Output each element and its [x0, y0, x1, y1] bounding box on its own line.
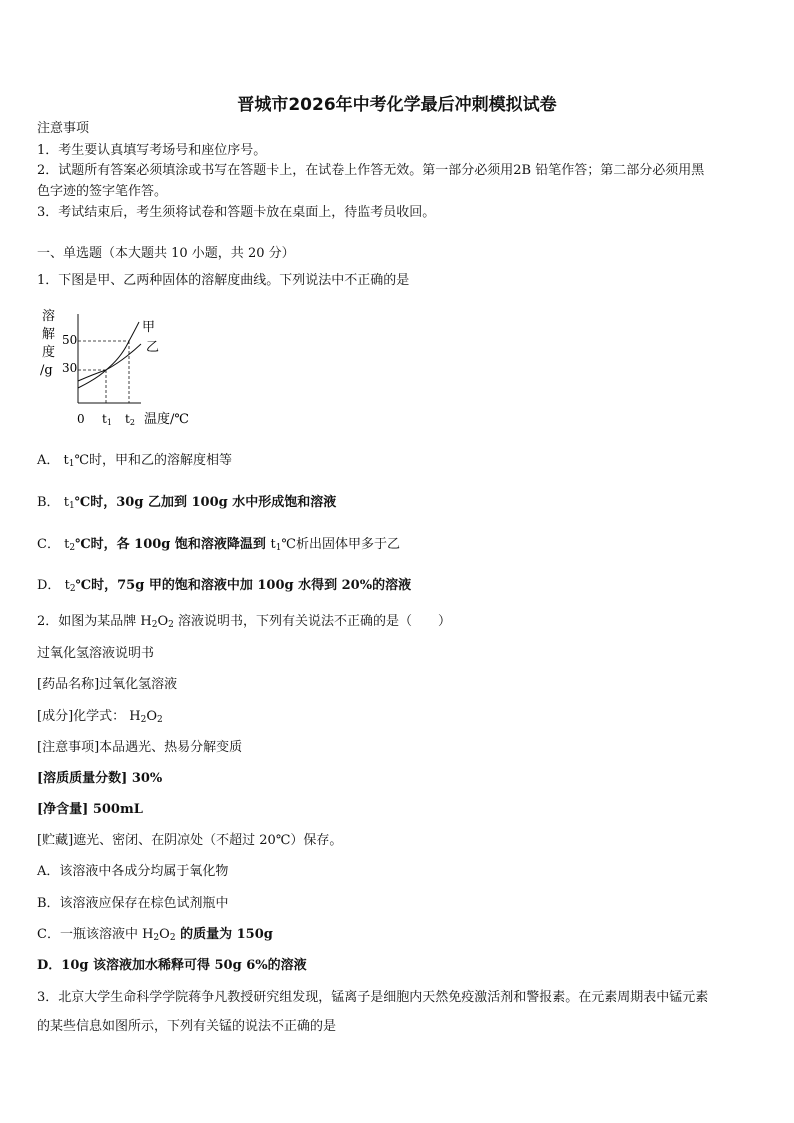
q2-label-line-4: [溶质质量分数] 30%	[37, 771, 163, 786]
curve-yi	[78, 344, 141, 381]
q1-option-a: A． $t_1℃$时，甲和乙的溶解度相等	[37, 453, 233, 469]
q2-option-c: C．一瓶该溶液中 $H_2O_2$ 的质量为 150g	[37, 927, 273, 943]
q2-label-line-1: [药品名称]过氧化氢溶液	[37, 677, 178, 692]
q3-stem-line2: 的某些信息如图所示，下列有关锰的说法不正确的是	[37, 1019, 337, 1034]
y-label-char-3: 度	[42, 345, 56, 360]
y-tick-50: 50	[62, 333, 78, 347]
y-tick-30: 30	[62, 361, 78, 375]
q2-option-b: B．该溶液应保存在棕色试剂瓶中	[37, 896, 229, 911]
notice-item-1: 1．考生要认真填写考场号和座位序号。	[37, 143, 267, 158]
curve-jia	[78, 322, 139, 388]
y-label-char-1: 溶	[42, 309, 56, 324]
q2-label-line-2: [成分]化学式： $H_2O_2$	[37, 709, 163, 725]
series-label-yi: 乙	[146, 340, 160, 355]
q2-stem: 2．如图为某品牌 $H_2O_2$ 溶液说明书，下列有关说法不正确的是（ ）	[37, 614, 452, 630]
q2-label-title: 过氧化氢溶液说明书	[37, 646, 155, 661]
section1-heading: 一、单选题（本大题共 10 小题，共 20 分）	[37, 246, 295, 261]
notice-item-3: 3．考试结束后，考生须将试卷和答题卡放在桌面上，待监考员收回。	[37, 205, 436, 220]
notice-heading: 注意事项	[37, 121, 90, 136]
q2-label-line-6: [贮藏]遮光、密闭、在阴凉处（不超过 20℃）保存。	[37, 833, 343, 848]
y-label-char-4: /g	[40, 363, 53, 378]
x-tick-t1: t1	[102, 412, 112, 427]
solubility-chart	[36, 308, 206, 433]
y-label-char-2: 解	[42, 327, 56, 342]
q1-option-d: D． $t_2℃$时，75g 甲的饱和溶液中加 100g 水得到 20%的溶液	[37, 578, 412, 594]
q1-option-b: B． $t_1℃$时，30g 乙加到 100g 水中形成饱和溶液	[37, 495, 337, 511]
q1-option-c: C． $t_2℃$时，各 100g 饱和溶液降温到 $t_1℃$析出固体甲多于乙	[37, 537, 400, 553]
x-tick-t2: t2	[125, 412, 135, 427]
x-axis-label: 温度/℃	[144, 412, 189, 427]
q2-option-d: D．10g 该溶液加水稀释可得 50g 6%的溶液	[37, 958, 307, 973]
series-label-jia: 甲	[142, 320, 156, 335]
q3-stem-line1: 3．北京大学生命科学学院蒋争凡教授研究组发现，锰离子是细胞内天然免疫激活剂和警报素。在元素周期表中锰元素	[37, 990, 709, 1005]
exam-title: 晋城市2026年中考化学最后冲刺模拟试卷	[237, 95, 557, 115]
q2-label-line-3: [注意事项]本品遇光、热易分解变质	[37, 740, 243, 755]
q2-option-a: A．该溶液中各成分均属于氧化物	[37, 864, 229, 879]
q1-stem: 1．下图是甲、乙两种固体的溶解度曲线。下列说法中不正确的是	[37, 273, 410, 288]
notice-item-2-line1: 2．试题所有答案必须填涂或书写在答题卡上，在试卷上作答无效。第一部分必须用2B 铅笔作答；第二部分必须用黑	[37, 163, 705, 178]
notice-item-2-line2: 色字迹的签字笔作答。	[37, 184, 168, 199]
x-origin: 0	[77, 412, 85, 426]
q2-label-line-5: [净含量] 500mL	[37, 802, 143, 817]
